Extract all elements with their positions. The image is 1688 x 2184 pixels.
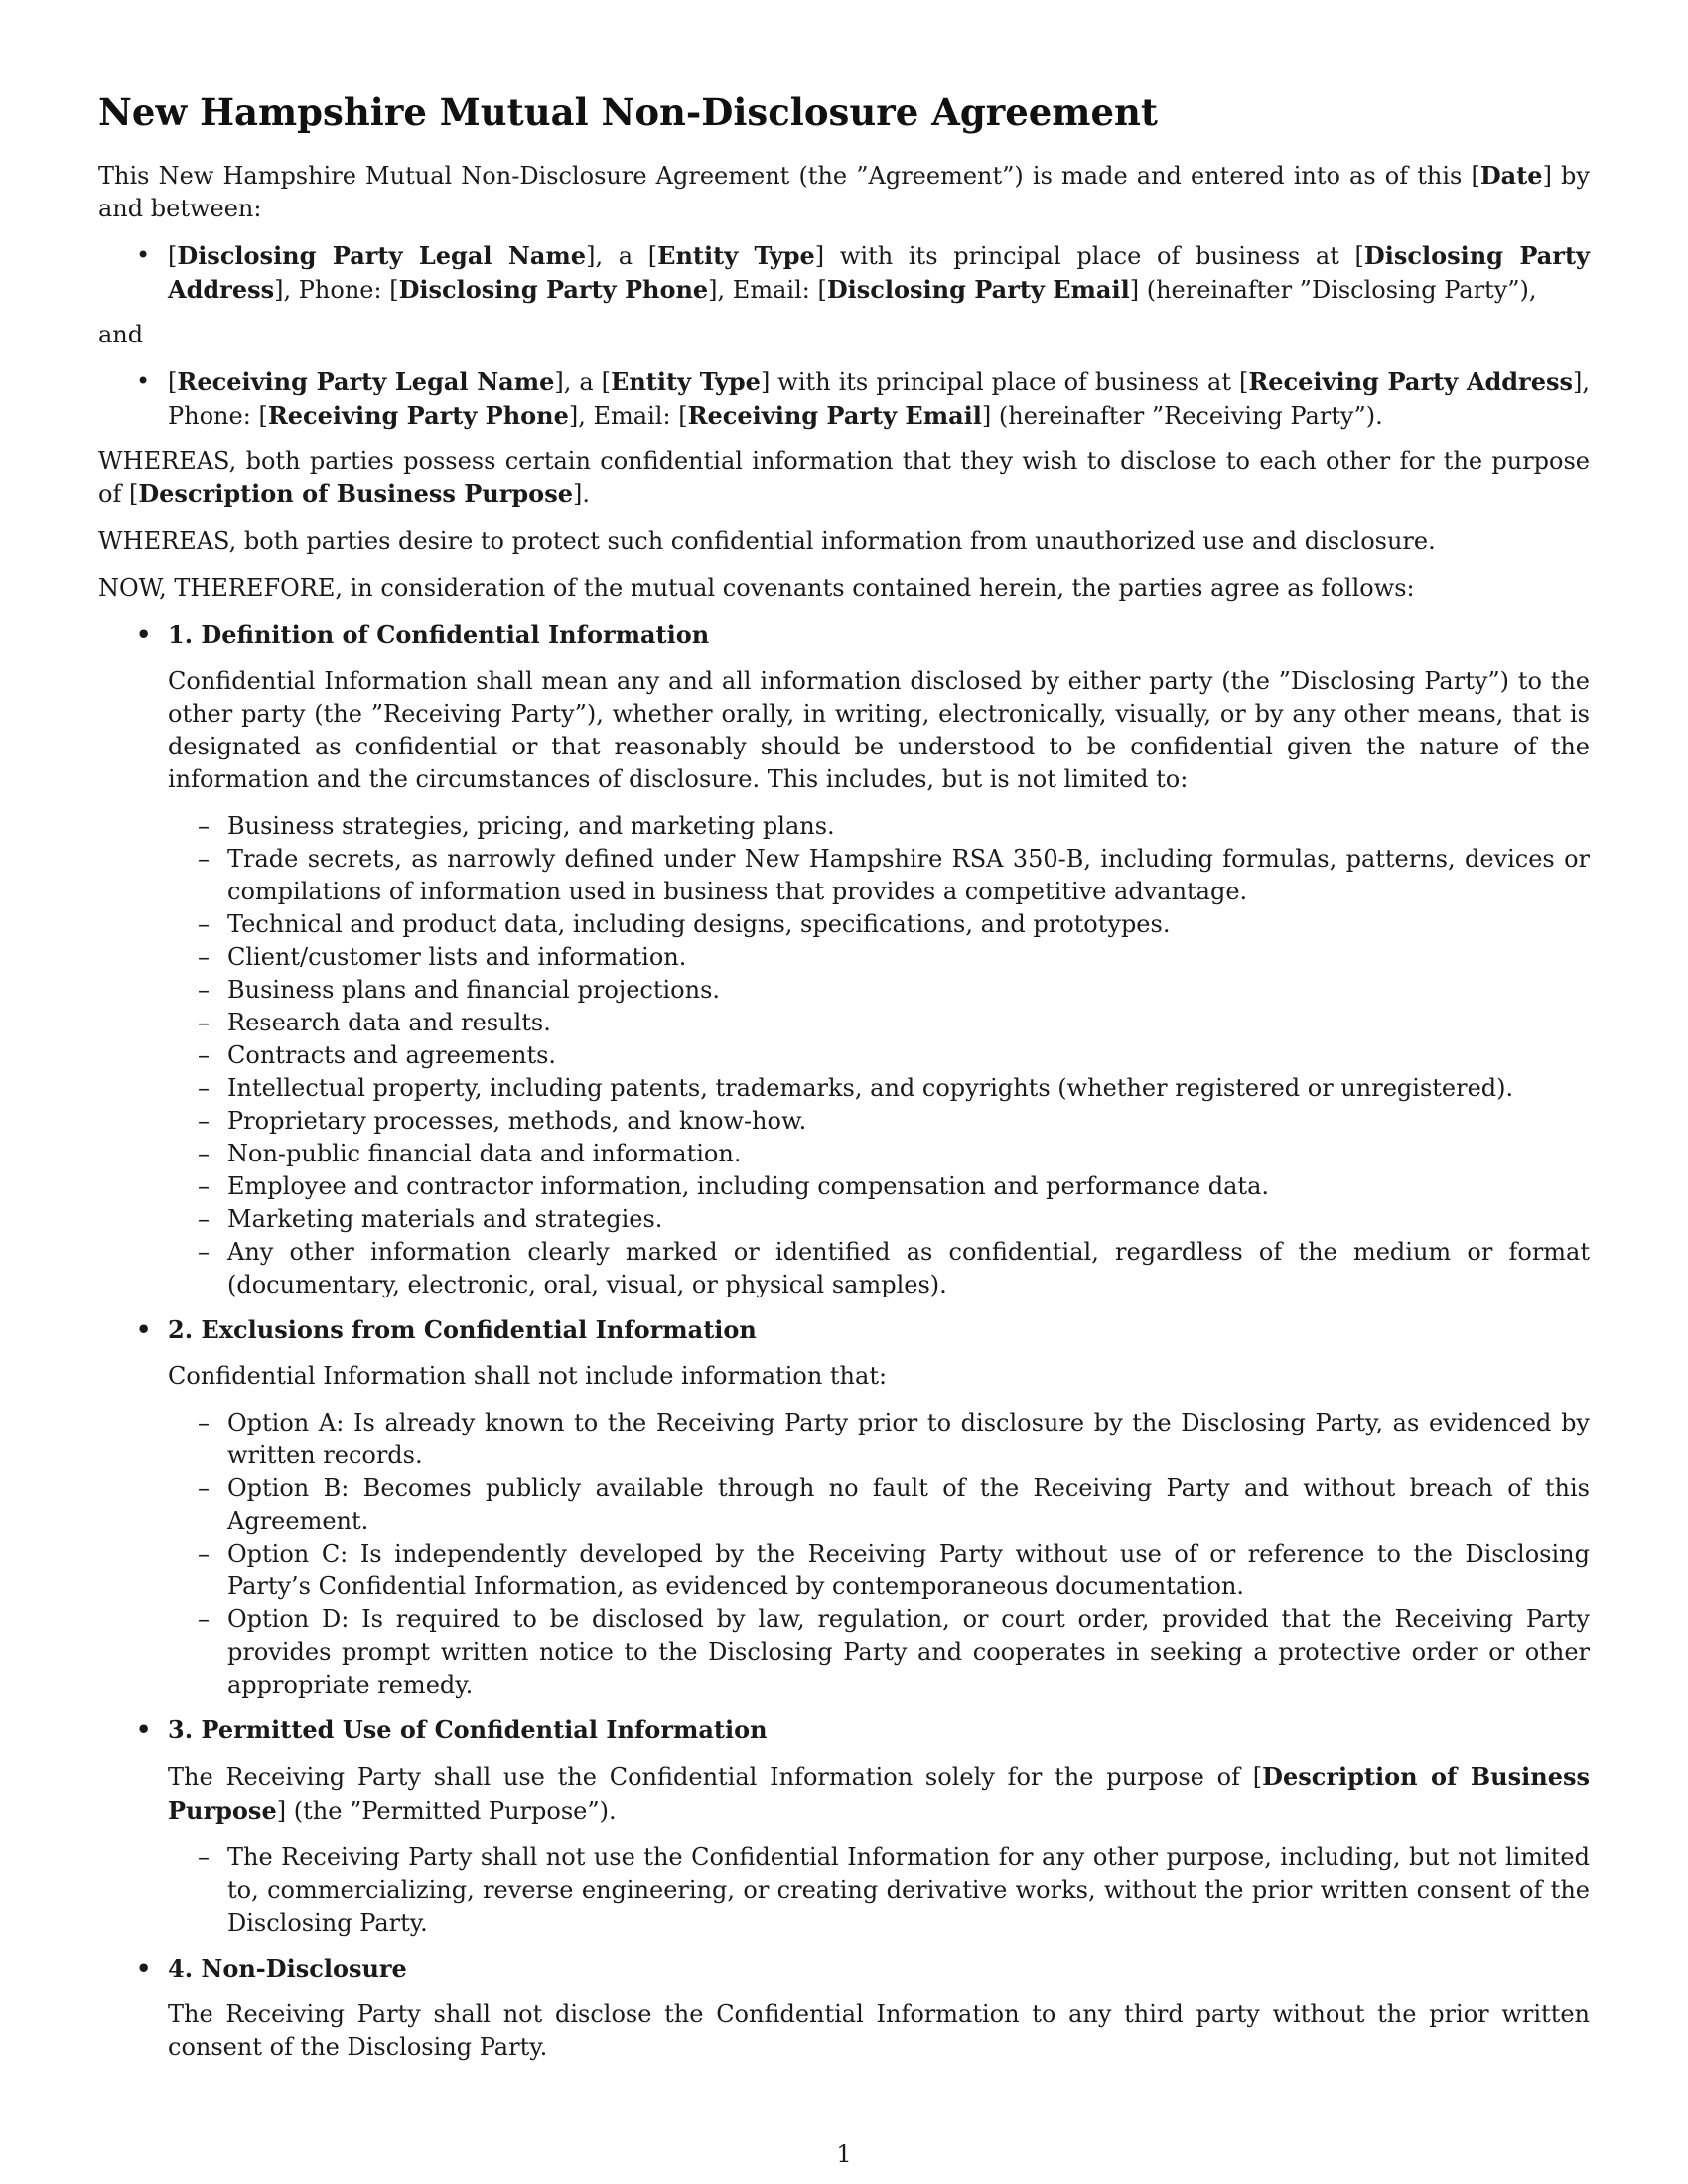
section-2 <box>98 1313 1590 1702</box>
list-item: – Option B: Becomes publicly available through no fault of the Receiving Party and without breach of this Agreement. <box>198 1474 1590 1535</box>
dash-icon: – <box>198 1605 210 1633</box>
dash-icon: – <box>198 1238 210 1266</box>
section-body: Confidential Information shall not include information that: <box>168 1362 888 1390</box>
whereas-paragraph-2: WHEREAS, both parties desire to protect such confidential information from unauthorized use and disclosure. <box>98 527 1436 555</box>
disclosing-party-item: • [Disclosing Party Legal Name], a [Entity Type] with its principal place of business at [Disclosing Party Address], Phone: [Disclosing Party Phone], Email: [Disclosing Party Email] (hereinafter ”Disclosing Party”), <box>136 241 1590 304</box>
list-item: – Research data and results. <box>168 1007 1590 1039</box>
dash-icon: – <box>198 1172 210 1200</box>
dash-icon: – <box>198 1140 210 1167</box>
dash-icon: – <box>198 1205 210 1233</box>
list-item: – Contracts and agreements. <box>168 1039 1590 1072</box>
document-title: New Hampshire Mutual Non-Disclosure Agreement <box>98 90 1158 134</box>
section-heading: 4. Non-Disclosure <box>168 1954 407 1982</box>
now-therefore-paragraph: NOW, THEREFORE, in consideration of the mutual covenants contained herein, the parties agree as follows: <box>98 574 1415 602</box>
dash-icon: – <box>198 1107 210 1135</box>
page-number: 1 <box>836 2140 852 2168</box>
bullet-icon: • <box>136 1715 152 1744</box>
list-item: – Option A: Is already known to the Receiving Party prior to disclosure by the Disclosing Party, as evidenced by written records. <box>198 1409 1590 1469</box>
section-heading: 1. Definition of Confidential Information <box>168 620 710 649</box>
list-item: – Technical and product data, including designs, specifications, and prototypes. <box>168 908 1590 941</box>
and-label: and <box>98 321 144 348</box>
section-3-list <box>168 1842 1590 1940</box>
dash-icon: – <box>198 1843 210 1871</box>
section-3 <box>98 1713 1590 1940</box>
dash-icon: – <box>198 910 210 938</box>
document-content <box>98 87 1590 2078</box>
list-item: – Business strategies, pricing, and marketing plans. <box>168 810 1590 843</box>
dash-icon: – <box>198 1474 210 1502</box>
bullet-icon: • <box>136 241 151 269</box>
list-item: – Non-public financial data and information. <box>168 1138 1590 1170</box>
list-item: – Client/customer lists and information. <box>168 941 1590 974</box>
receiving-party-item: • [Receiving Party Legal Name], a [Entity Type] with its principal place of business at [Receiving Party Address], Phone: [Receiving Party Phone], Email: [Receiving Party Email] (hereinafter ”Receiving Party”). <box>136 367 1590 430</box>
dash-icon: – <box>198 943 210 971</box>
whereas-paragraph-1: WHEREAS, both parties possess certain confidential information that they wish to disclose to each other for the purpose of [Description of Business Purpose]. <box>98 447 1590 508</box>
list-item: – Proprietary processes, methods, and know-how. <box>168 1105 1590 1138</box>
list-item: – Any other information clearly marked or identified as confidential, regardless of the medium or format (documentary, electronic, oral, visual, or physical samples). <box>198 1238 1590 1298</box>
list-item: – Employee and contractor information, including compensation and performance data. <box>168 1170 1590 1203</box>
section-body: The Receiving Party shall use the Confidential Information solely for the purpose of [Description of Business Purpose] (the ”Permitted Purpose”). <box>168 1762 1590 1825</box>
dash-icon: – <box>198 1041 210 1069</box>
bullet-icon: • <box>136 1315 152 1344</box>
list-item: – Option D: Is required to be disclosed by law, regulation, or court order, provided that the Receiving Party provides prompt written notice to the Disclosing Party and cooperates in seeking a protective order or other appropriate remedy. <box>198 1605 1590 1699</box>
section-1-list <box>168 810 1590 1301</box>
dash-icon: – <box>198 1009 210 1036</box>
list-item: – Marketing materials and strategies. <box>168 1203 1590 1236</box>
party-list-1 <box>98 239 1590 307</box>
bullet-icon: • <box>136 367 151 395</box>
list-item: – Intellectual property, including patents, trademarks, and copyrights (whether registered or unregistered). <box>168 1072 1590 1105</box>
dash-icon: – <box>198 1409 210 1436</box>
dash-icon: – <box>198 812 210 840</box>
party-list-2 <box>98 365 1590 433</box>
list-item: – The Receiving Party shall not use the Confidential Information for any other purpose, including, but not limited to, commercializing, reverse engineering, or creating derivative works, without the prior written consent of the Disclosing Party. <box>198 1843 1590 1937</box>
section-heading: 2. Exclusions from Confidential Information <box>168 1315 757 1344</box>
section-2-list <box>168 1407 1590 1702</box>
bullet-icon: • <box>136 620 152 649</box>
dash-icon: – <box>198 976 210 1004</box>
section-4 <box>98 1952 1590 2064</box>
date-placeholder: Date <box>1479 161 1543 190</box>
list-item: – Trade secrets, as narrowly defined under New Hampshire RSA 350-B, including formulas, patterns, devices or compilations of information used in business that provides a competitive advantage. <box>198 845 1590 905</box>
list-item: – Option C: Is independently developed by the Receiving Party without use of or reference to the Disclosing Party’s Confidential Information, as evidenced by contemporaneous documentation. <box>198 1540 1590 1600</box>
section-body: Confidential Information shall mean any and all information disclosed by either party (the ”Disclosing Party”) to the other party (the ”Receiving Party”), whether orally, in writing, electronically, visually, or by any other means, that is designated as confidential or that reasonably should be understood to be confidential given the nature of the information and the circumstances of disclosure. This includes, but is not limited to: <box>168 667 1590 793</box>
dash-icon: – <box>198 845 210 873</box>
intro-paragraph: This New Hampshire Mutual Non-Disclosure Agreement (the ”Agreement”) is made and entered into as of this [Date] by and between: <box>98 161 1590 222</box>
section-1 <box>98 618 1590 1301</box>
bullet-icon: • <box>136 1954 152 1982</box>
dash-icon: – <box>198 1540 210 1568</box>
section-heading: 3. Permitted Use of Confidential Information <box>168 1715 768 1744</box>
list-item: – Business plans and financial projections. <box>168 974 1590 1007</box>
dash-icon: – <box>198 1074 210 1102</box>
section-body: The Receiving Party shall not disclose the Confidential Information to any third party without the prior written consent of the Disclosing Party. <box>168 2000 1590 2061</box>
